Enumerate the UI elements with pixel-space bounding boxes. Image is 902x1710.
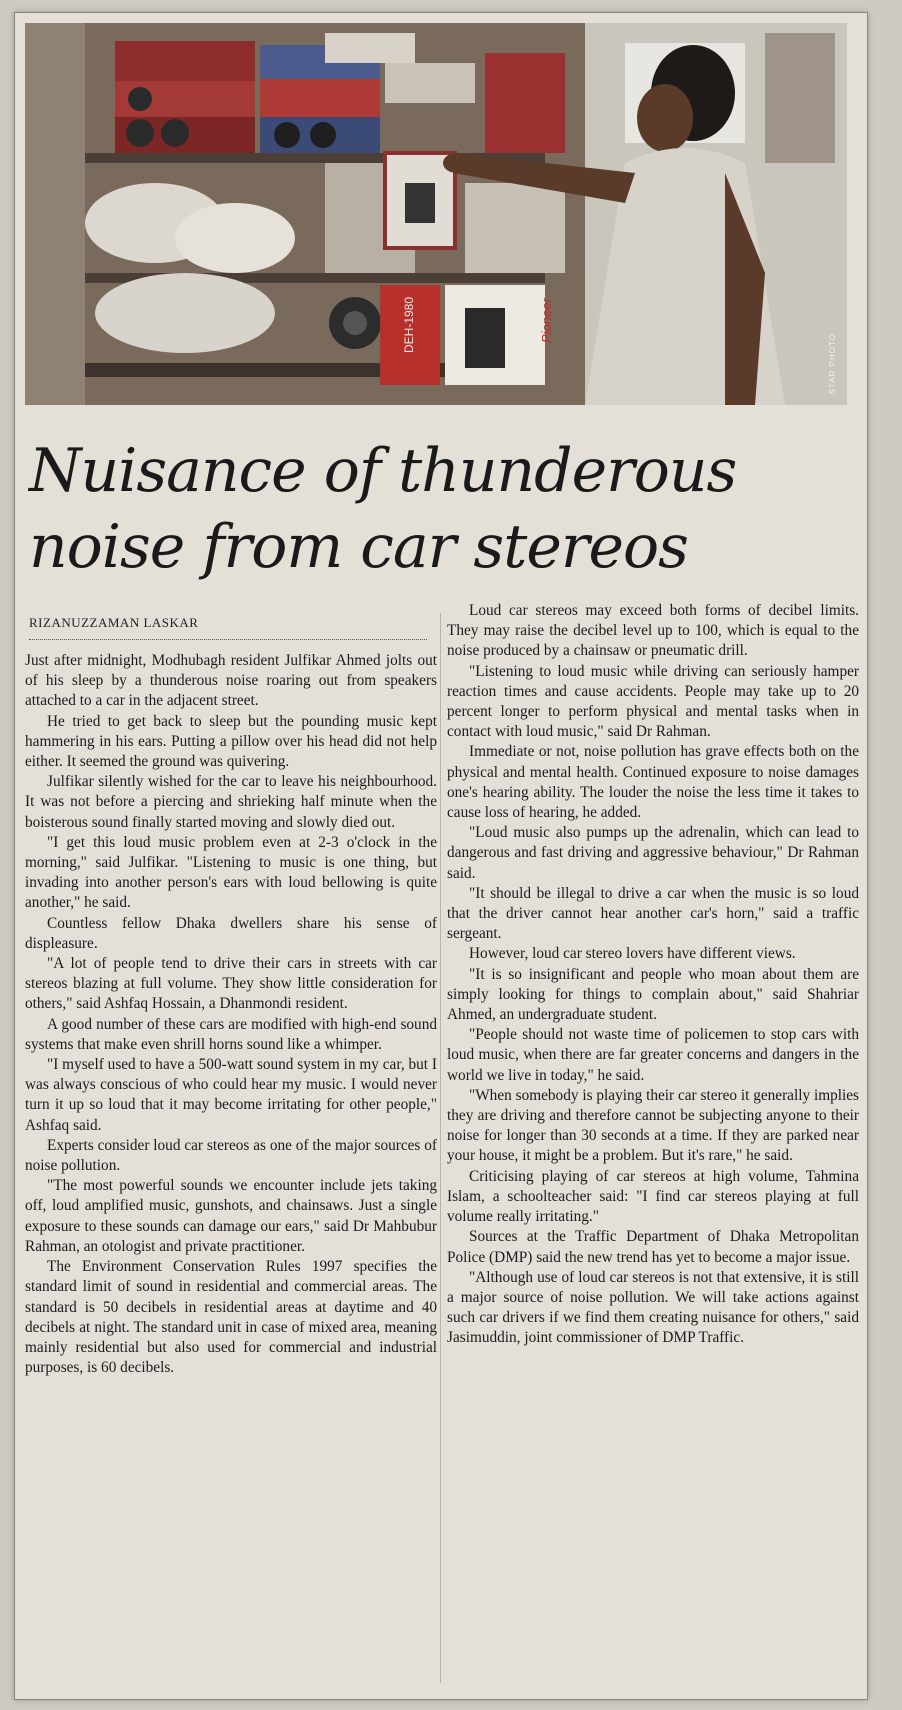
- headline: [29, 433, 849, 585]
- paragraph: He tried to get back to sleep but the pounding music kept hammering in his ears. Putting a pillow over his head did not help either. It seemed the ground was quivering.: [25, 712, 437, 771]
- shop-photo-illustration: [25, 23, 847, 405]
- paragraph: "People should not waste time of policemen to stop cars with loud music, when there are far greater concerns and dangers in the world we live in today," he said.: [447, 1026, 859, 1084]
- paragraph: Just after midnight, Modhubagh resident Julfikar Ahmed jolts out of his sleep by a thunderous noise roaring out from speakers attached to a car in the adjacent street.: [25, 652, 437, 710]
- paragraph: "Listening to loud music while driving can seriously hamper reaction times and cause accidents. People may take up to 20 percent longer to perform physical and mental tasks when in contact with loud music," said Dr Rahman.: [447, 662, 859, 741]
- shop-photo: [25, 23, 847, 405]
- paragraph: Sources at the Traffic Department of Dhaka Metropolitan Police (DMP) said the new trend has yet to become a major issue.: [447, 1228, 859, 1266]
- paragraph: A good number of these cars are modified with high-end sound systems that make even shrill horns sound like a whimper.: [25, 1015, 437, 1053]
- column-divider: [440, 613, 441, 1683]
- headline-line-2: noise from car stereos: [29, 512, 688, 582]
- photo-credit: STAR PHOTO: [828, 333, 837, 395]
- article-column-right: [447, 601, 859, 1349]
- newspaper-clipping: [14, 12, 868, 1700]
- paragraph: Countless fellow Dhaka dwellers share his sense of displeasure.: [25, 914, 437, 952]
- paragraph: However, loud car stereo lovers have different views.: [469, 945, 796, 963]
- paragraph: "I get this loud music problem even at 2-3 o'clock in the morning," said Julfikar. "Listening to music is one thing, but invading into another person's ears with loud bellowing is quite another," he said.: [25, 833, 437, 912]
- paragraph: Experts consider loud car stereos as one of the major sources of noise pollution.: [25, 1136, 437, 1175]
- paragraph: "It should be illegal to drive a car when the music is so loud that the driver cannot hear another car's horn," said a traffic sergeant.: [447, 884, 859, 943]
- paragraph: Julfikar silently wished for the car to leave his neighbourhood. It was not before a piercing and shrieking half minute when the boisterous sound finally started moving and slowly died out.: [25, 773, 437, 831]
- paragraph: "When somebody is playing their car stereo it generally implies they are driving and therefore cannot be subjecting anyone to their noise for longer than 30 seconds at a time. If they are parked near your house, it might be a problem. But it's rare," he said.: [447, 1086, 859, 1165]
- paragraph: "The most powerful sounds we encounter include jets taking off, loud amplified music, gunshots, and chainsaws. Just a single exposure to these sounds can damage our ears," said Dr Mahbubur Rahman, an otologist and private practitioner.: [25, 1177, 437, 1255]
- paragraph: Loud car stereos may exceed both forms of decibel limits. They may raise the decibel level up to 100, which is equal to the noise produced by a chainsaw or pneumatic drill.: [447, 602, 859, 660]
- byline: RIZANUZZAMAN LASKAR: [29, 615, 427, 640]
- paragraph: "A lot of people tend to drive their cars in streets with car stereos blazing at full volume. They show little consideration for others," said Ashfaq Hossain, a Dhanmondi resident.: [25, 955, 437, 1013]
- paragraph: "Although use of loud car stereos is not that extensive, it is still a major source of noise pollution. We will take actions against such car drivers if we find them creating nuisance for others," said Jasimuddin, joint commissioner of DMP Traffic.: [447, 1268, 859, 1347]
- paragraph: Criticising playing of car stereos at high volume, Tahmina Islam, a schoolteacher said: "I find car stereos playing at full volume really irritating.": [447, 1167, 859, 1226]
- headline-line-1: Nuisance of thunderous: [29, 436, 737, 506]
- paragraph: The Environment Conservation Rules 1997 specifies the standard limit of sound in residential and commercial areas. The standard is 50 decibels in residential areas at daytime and 40 decibels at night. The standard unit in case of mixed area, meaning mainly residential but also used for commercial and industrial purposes, is 60 decibels.: [25, 1258, 437, 1377]
- paragraph: Immediate or not, noise pollution has grave effects both on the physical and mental health. Continued exposure to noise damages one's hearing ability. The louder the noise the less time it takes to cause loss of hearing, he added.: [447, 743, 859, 822]
- article-column-left: [25, 651, 437, 1378]
- paragraph: "I myself used to have a 500-watt sound system in my car, but I was always conscious of who could hear my music. I would never turn it up so loud that it may become irritating for other people," Ashfaq said.: [25, 1056, 437, 1134]
- paragraph: "It is so insignificant and people who moan about them are simply looking for things to complain about," said Shahriar Ahmed, an undergraduate student.: [447, 965, 859, 1024]
- paragraph: "Loud music also pumps up the adrenalin, which can lead to dangerous and fast driving and aggressive behaviour," Dr Rahman said.: [447, 824, 859, 882]
- box-label-deh: DEH-1980: [402, 296, 416, 353]
- box-label-pioneer: Pioneer: [539, 298, 554, 343]
